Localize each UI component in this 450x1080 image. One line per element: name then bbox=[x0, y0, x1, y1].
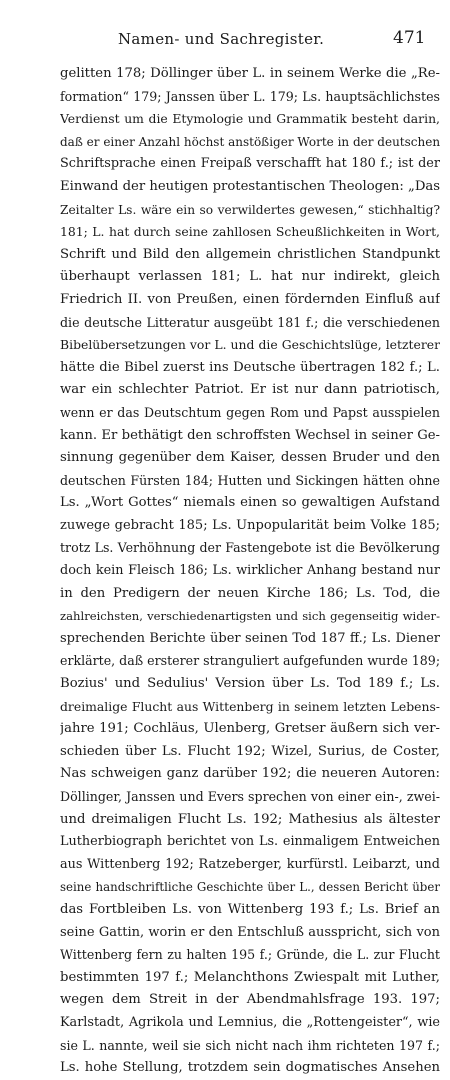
text-line: Einwand der heutigen protestantischen Theologen: „Das bbox=[60, 178, 440, 194]
text-line: Verdienst um die Etymologie und Grammatik besteht darin, bbox=[60, 111, 440, 127]
text-line: Wittenberg fern zu halten 195 f.; Gründe, die L. zur Flucht bbox=[60, 947, 440, 963]
text-line: Schriftsprache einen Freipaß verschafft hat 180 f.; ist der bbox=[60, 156, 440, 172]
running-head bbox=[0, 30, 450, 54]
text-line: Bozius' und Sedulius' Version über Ls. Tod 189 f.; Ls. bbox=[60, 676, 440, 692]
text-line: Nas schweigen ganz darüber 192; die neueren Autoren: bbox=[60, 766, 440, 782]
text-line: formation“ 179; Janssen über L. 179; Ls. hauptsächlichstes bbox=[60, 88, 440, 104]
text-line: schieden über Ls. Flucht 192; Wizel, Surius, de Coster, bbox=[60, 743, 440, 759]
text-line: hätte die Bibel zuerst ins Deutsche übertragen 182 f.; L. bbox=[60, 359, 440, 375]
text-line: Ls. „Wort Gottes“ niemals einen so gewaltigen Aufstand bbox=[60, 495, 440, 511]
text-line: die deutsche Litteratur ausgeübt 181 f.; die verschiedenen bbox=[60, 314, 440, 330]
text-line: Bibelübersetzungen vor L. und die Geschichtslüge, letzterer bbox=[60, 337, 440, 353]
text-line: zuwege gebracht 185; Ls. Unpopularität beim Volke 185; bbox=[60, 517, 440, 533]
text-line: trotz Ls. Verhöhnung der Fastengebote ist die Bevölkerung bbox=[60, 540, 440, 556]
text-line: überhaupt verlassen 181; L. hat nur indirekt, gleich bbox=[60, 269, 440, 285]
text-line: bestimmten 197 f.; Melanchthons Zwiespalt mit Luther, bbox=[60, 969, 440, 985]
text-line: Lutherbiograph berichtet von Ls. einmaligem Entweichen bbox=[60, 834, 440, 850]
text-line: Karlstadt, Agrikola und Lemnius, die „Rottengeister“, wie bbox=[60, 1014, 440, 1030]
running-title: Namen- und Sachregister. bbox=[118, 30, 325, 48]
text-line: Schrift und Bild den allgemein christlichen Standpunkt bbox=[60, 246, 440, 262]
index-entry-text bbox=[60, 63, 440, 1080]
text-line: seine handschriftliche Geschichte über L., dessen Bericht über bbox=[60, 880, 440, 895]
text-line: und dreimaligen Flucht Ls. 192; Mathesius als ältester bbox=[60, 811, 440, 827]
text-line: in den Predigern der neuen Kirche 186; Ls. Tod, die bbox=[60, 585, 440, 601]
text-line: sprechenden Berichte über seinen Tod 187 ff.; Ls. Diener bbox=[60, 630, 440, 646]
text-line: zahlreichsten, verschiedenartigsten und sich gegenseitig wider- bbox=[60, 609, 440, 624]
text-line: Döllinger, Janssen und Evers sprechen von einer ein-, zwei- bbox=[60, 789, 440, 804]
text-line: kann. Er bethätigt den schroffsten Wechsel in seiner Ge- bbox=[60, 427, 440, 443]
text-line: das Fortbleiben Ls. von Wittenberg 193 f.; Ls. Brief an bbox=[60, 901, 440, 917]
text-line: sinnung gegenüber dem Kaiser, dessen Bruder und den bbox=[60, 450, 440, 466]
text-line: daß er einer Anzahl höchst anstößiger Worte in der deutschen bbox=[60, 134, 440, 149]
text-line: erklärte, daß ersterer stranguliert aufgefunden wurde 189; bbox=[60, 653, 440, 669]
text-line: aus Wittenberg 192; Ratzeberger, kurfürstl. Leibarzt, und bbox=[60, 856, 440, 872]
text-line: seine Gattin, worin er den Entschluß ausspricht, sich von bbox=[60, 924, 440, 940]
text-line: doch kein Fleisch 186; Ls. wirklicher Anhang bestand nur bbox=[60, 563, 440, 579]
page-number: 471 bbox=[393, 28, 426, 48]
text-line: deutschen Fürsten 184; Hutten und Sickingen hätten ohne bbox=[60, 472, 440, 488]
text-line: sie L. nannte, weil sie sich nicht nach ihm richteten 197 f.; bbox=[60, 1037, 440, 1053]
text-line: war ein schlechter Patriot. Er ist nur dann patriotisch, bbox=[60, 382, 440, 398]
text-line: Zeitalter Ls. wäre ein so verwildertes gewesen,“ stichhaltig? bbox=[60, 202, 440, 217]
text-line: jahre 191; Cochläus, Ulenberg, Gretser äußern sich ver- bbox=[60, 721, 440, 737]
text-line: dreimalige Flucht aus Wittenberg in seinem letzten Lebens- bbox=[60, 698, 440, 714]
text-line: Ls. hohe Stellung, trotzdem sein dogmatisches Ansehen bbox=[60, 1060, 440, 1076]
text-line: 181; L. hat durch seine zahllosen Scheußlichkeiten in Wort, bbox=[60, 224, 440, 240]
text-line: gelitten 178; Döllinger über L. in seinem Werke die „Re- bbox=[60, 66, 440, 81]
text-line: wegen dem Streit in der Abendmahlsfrage 193. 197; bbox=[60, 992, 440, 1008]
text-line: Friedrich II. von Preußen, einen fördernden Einfluß auf bbox=[60, 291, 440, 307]
text-line: wenn er das Deutschtum gegen Rom und Papst ausspielen bbox=[60, 404, 440, 420]
